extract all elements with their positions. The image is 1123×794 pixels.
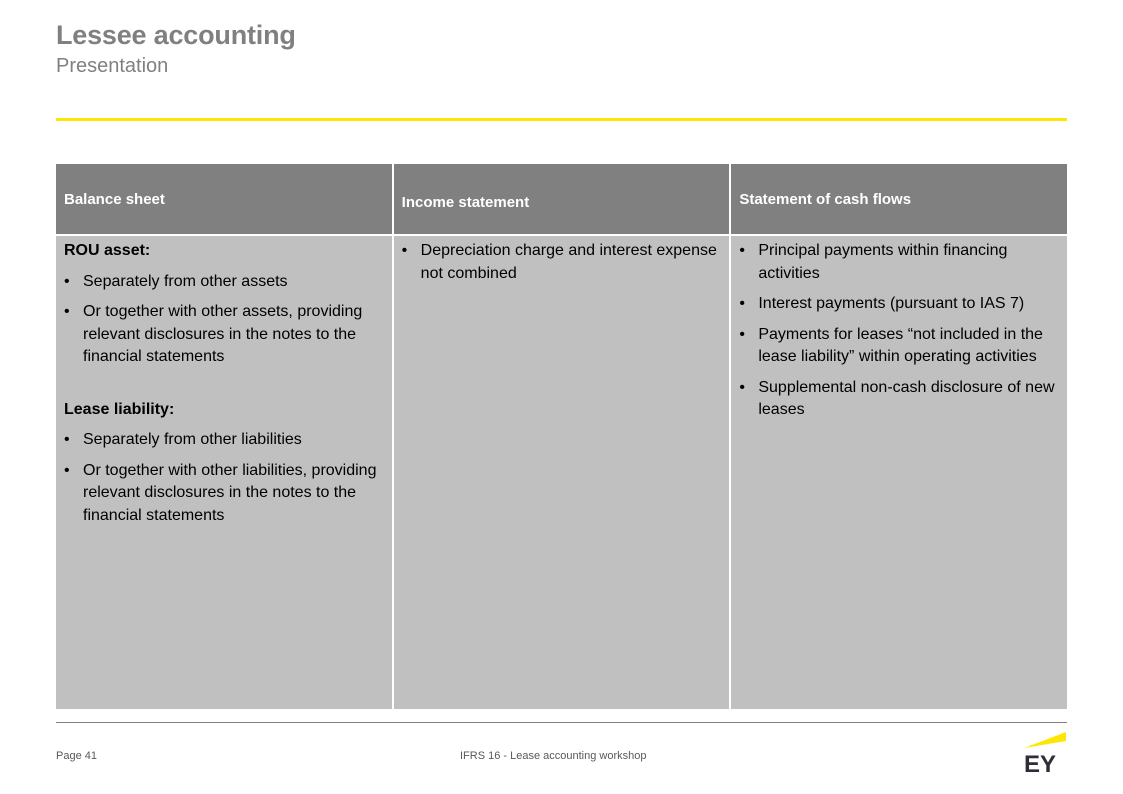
section-title: Lease liability: <box>64 400 175 418</box>
balance-sheet-column <box>56 164 392 709</box>
column-header: Statement of cash flows <box>731 164 1067 234</box>
bullet-item: • Or together with other liabilities, providing relevant disclosures in the notes to the financial statements <box>64 460 388 528</box>
bullet-item: • Supplemental non-cash disclosure of new leases <box>739 377 1063 422</box>
column-header: Balance sheet <box>56 164 392 234</box>
page-number: Page 41 <box>56 750 97 762</box>
ey-logo-icon <box>1020 728 1068 776</box>
bullet-item: • Or together with other assets, providing relevant disclosures in the notes to the financial statements <box>64 301 388 369</box>
income-statement-column <box>394 164 730 709</box>
footer-title: IFRS 16 - Lease accounting workshop <box>460 750 647 762</box>
presentation-table <box>56 164 1067 709</box>
footer-divider <box>56 722 1067 723</box>
column-body <box>731 236 1067 709</box>
bullet-item: • Payments for leases “not included in the lease liability” within operating activities <box>739 324 1063 369</box>
section-title: ROU asset: <box>64 242 151 259</box>
bullet-item: • Separately from other liabilities <box>64 429 388 452</box>
svg-text:EY: EY <box>1024 751 1057 776</box>
bullet-item: • Interest payments (pursuant to IAS 7) <box>739 293 1063 316</box>
yellow-divider <box>56 118 1067 121</box>
page-subtitle: Presentation <box>56 55 169 77</box>
bullet-item: • Depreciation charge and interest expense not combined <box>402 240 726 285</box>
column-header: Income statement <box>394 164 730 234</box>
column-body <box>56 236 392 709</box>
page-title: Lessee accounting <box>56 20 296 50</box>
cash-flows-column <box>731 164 1067 709</box>
bullet-item: • Principal payments within financing activities <box>739 240 1063 285</box>
column-body <box>394 236 730 709</box>
bullet-item: • Separately from other assets <box>64 271 388 294</box>
